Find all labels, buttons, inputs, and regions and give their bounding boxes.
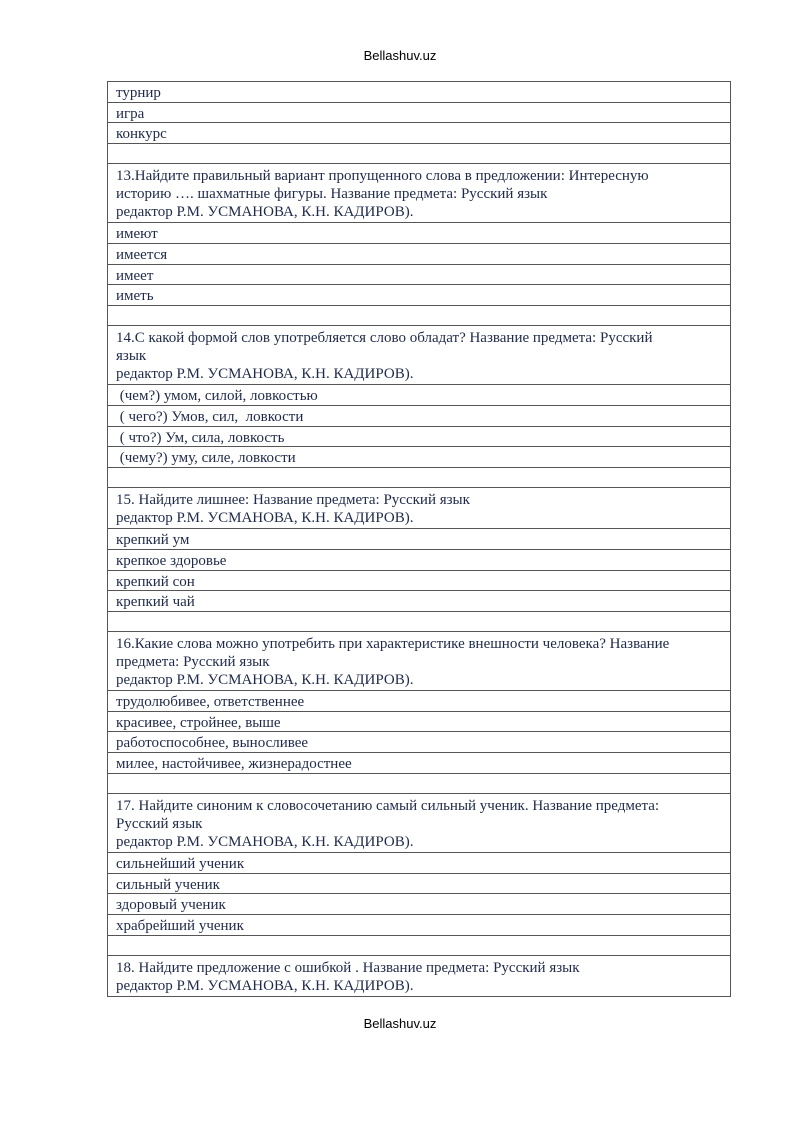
- spacer-row: [108, 468, 730, 489]
- question-line: язык: [116, 348, 147, 365]
- spacer-row: [108, 774, 730, 795]
- question-line: редактор Р.М. УСМАНОВА, К.Н. КАДИРОВ).: [116, 834, 414, 851]
- question-line: Русский язык: [116, 816, 203, 833]
- answer-option: милее, настойчивее, жизнерадостнее: [108, 753, 730, 774]
- question-line: 16.Какие слова можно употребить при характеристике внешности человека? Название: [116, 636, 670, 653]
- question-14: [108, 326, 730, 385]
- spacer-row: [108, 144, 730, 165]
- question-line: редактор Р.М. УСМАНОВА, К.Н. КАДИРОВ).: [116, 510, 414, 527]
- answer-option: имеется: [108, 244, 730, 265]
- question-line: 13.Найдите правильный вариант пропущенного слова в предложении: Интересную: [116, 168, 649, 185]
- question-13: [108, 164, 730, 223]
- quiz-table: [107, 81, 731, 997]
- question-18: [108, 956, 730, 997]
- question-line: редактор Р.М. УСМАНОВА, К.Н. КАДИРОВ).: [116, 978, 414, 995]
- answer-option: сильнейший ученик: [108, 853, 730, 874]
- answer-option: турнир: [108, 82, 730, 103]
- question-15: [108, 488, 730, 529]
- answer-option: крепкий ум: [108, 529, 730, 550]
- answer-option: работоспособнее, выносливее: [108, 732, 730, 753]
- answer-option: красивее, стройнее, выше: [108, 712, 730, 733]
- question-line: редактор Р.М. УСМАНОВА, К.Н. КАДИРОВ).: [116, 672, 414, 689]
- question-17: [108, 794, 730, 853]
- question-line: 15. Найдите лишнее: Название предмета: Русский язык: [116, 492, 470, 509]
- page-header-site: Bellashuv.uz: [363, 48, 437, 63]
- answer-option: (чем?) умом, силой, ловкостью: [108, 385, 730, 406]
- question-line: редактор Р.М. УСМАНОВА, К.Н. КАДИРОВ).: [116, 204, 414, 221]
- question-line: 18. Найдите предложение с ошибкой . Название предмета: Русский язык: [116, 960, 580, 977]
- page-footer-site: Bellashuv.uz: [363, 1016, 437, 1031]
- answer-option: игра: [108, 103, 730, 124]
- answer-option: имеют: [108, 223, 730, 244]
- question-line: редактор Р.М. УСМАНОВА, К.Н. КАДИРОВ).: [116, 366, 414, 383]
- spacer-row: [108, 306, 730, 327]
- question-line: 14.С какой формой слов употребляется слово обладат? Название предмета: Русский: [116, 330, 653, 347]
- answer-option: храбрейший ученик: [108, 915, 730, 936]
- spacer-row: [108, 612, 730, 633]
- question-line: предмета: Русский язык: [116, 654, 270, 671]
- answer-option: крепкий чай: [108, 591, 730, 612]
- answer-option: трудолюбивее, ответственнее: [108, 691, 730, 712]
- answer-option: ( чего?) Умов, сил, ловкости: [108, 406, 730, 427]
- answer-option: здоровый ученик: [108, 894, 730, 915]
- question-line: историю …. шахматные фигуры. Название предмета: Русский язык: [116, 186, 548, 203]
- spacer-row: [108, 936, 730, 957]
- answer-option: (чему?) уму, силе, ловкости: [108, 447, 730, 468]
- answer-option: сильный ученик: [108, 874, 730, 895]
- question-16: [108, 632, 730, 691]
- answer-option: конкурс: [108, 123, 730, 144]
- answer-option: крепкое здоровье: [108, 550, 730, 571]
- answer-option: крепкий сон: [108, 571, 730, 592]
- answer-option: имеет: [108, 265, 730, 286]
- answer-option: иметь: [108, 285, 730, 306]
- answer-option: ( что?) Ум, сила, ловкость: [108, 427, 730, 448]
- question-line: 17. Найдите синоним к словосочетанию самый сильный ученик. Название предмета:: [116, 798, 660, 815]
